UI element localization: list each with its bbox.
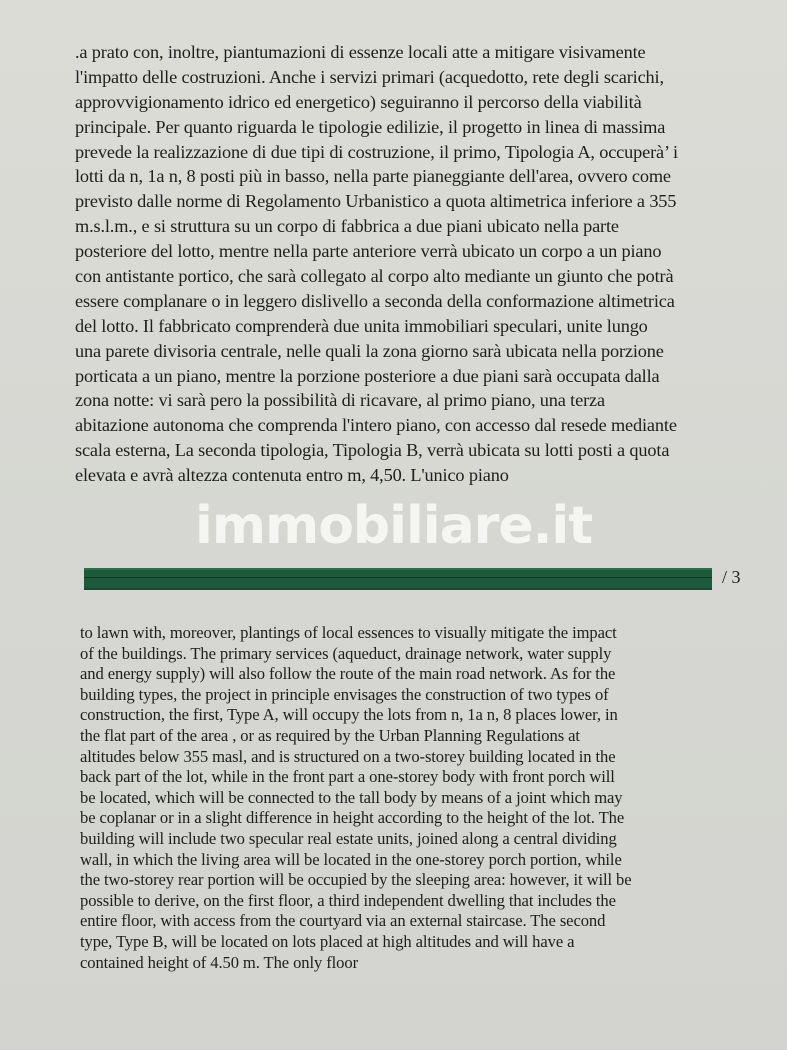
text-line: l'impatto delle costruzioni. Anche i servizi primari (acquedotto, rete degli scarichi, [75, 66, 664, 87]
immobiliare-watermark: immobiliare.it [195, 496, 593, 556]
text-line: una parete divisoria centrale, nelle quali la zona giorno sarà ubicata nella porzione [75, 340, 664, 361]
text-line: principale. Per quanto riguarda le tipologie edilizie, il progetto in linea di massima [75, 116, 666, 137]
text-line: be located, which will be connected to the tall body by means of a joint which may [80, 787, 623, 807]
text-line: posteriore del lotto, mentre nella parte anteriore verrà ubicato un corpo a un piano [75, 241, 662, 262]
text-line: possible to derive, on the first floor, a third independent dwelling that includes the [80, 890, 616, 910]
text-line: .a prato con, inoltre, piantumazioni di essenze locali atte a mitigare visivamente [75, 42, 646, 62]
text-line: of the buildings. The primary services (aqueduct, drainage network, water supply [80, 643, 612, 663]
text-line: prevede la realizzazione di due tipi di costruzione, il primo, Tipologia A, occuperà’ i [75, 141, 678, 162]
italian-paragraph [75, 40, 755, 488]
text-line: altitudes below 355 masl, and is structured on a two-storey building located in the [80, 746, 616, 766]
text-line: and energy supply) will also follow the route of the main road network. As for the [80, 664, 616, 684]
text-line: building will include two specular real estate units, joined along a central dividing [80, 828, 617, 848]
text-line: approvvigionamento idrico ed energetico) seguiranno il percorso della viabilità [75, 91, 642, 112]
page-number: / 3 [722, 567, 741, 587]
text-line: building types, the project in principle envisages the construction of two types of [80, 684, 609, 704]
page-divider-bar [84, 568, 712, 590]
text-line: porticata a un piano, mentre la porzione posteriore a due piani sarà occupata dalla [75, 365, 660, 386]
english-paragraph [80, 623, 760, 973]
text-line: zona notte: vi sarà pero la possibilità di ricavare, al primo piano, una terza [75, 390, 605, 411]
text-line: construction, the first, Type A, will occupy the lots from n, 1a n, 8 places lower, in [80, 705, 618, 725]
text-line: type, Type B, will be located on lots placed at high altitudes and will have a [80, 931, 575, 951]
text-line: del lotto. Il fabbricato comprenderà due unita immobiliari speculari, unite lungo [75, 315, 648, 336]
text-line: previsto dalle norme di Regolamento Urbanistico a quota altimetrica inferiore a 355 [75, 191, 677, 212]
text-line: entire floor, with access from the courtyard via an external staircase. The second [80, 911, 606, 931]
text-line: scala esterna, La seconda tipologia, Tipologia B, verrà ubicata su lotti posti a quota [75, 440, 670, 461]
text-line: the flat part of the area , or as required by the Urban Planning Regulations at [80, 725, 580, 745]
text-line: con antistante portico, che sarà collegato al corpo alto mediante un giunto che potrà [75, 266, 674, 287]
text-line: be coplanar or in a slight difference in height according to the height of the lot. The [80, 808, 625, 828]
text-line: back part of the lot, while in the front part a one-storey body with front porch will [80, 767, 615, 787]
text-line: contained height of 4.50 m. The only floor [80, 952, 358, 972]
text-line: m.s.l.m., e si struttura su un corpo di fabbrica a due piani ubicato nella parte [75, 216, 619, 237]
text-line: essere complanare o in leggero dislivello a seconda della conformazione altimetrica [75, 290, 675, 311]
text-line: elevata e avrà altezza contenuta entro m, 4,50. L'unico piano [75, 465, 509, 486]
text-line: to lawn with, moreover, plantings of local essences to visually mitigate the impact [80, 623, 617, 642]
text-line: the two-storey rear portion will be occupied by the sleeping area: however, it will be [80, 870, 632, 890]
text-line: wall, in which the living area will be located in the one-storey porch portion, while [80, 849, 622, 869]
text-line: abitazione autonoma che comprenda l'intero piano, con accesso dal resede mediante [75, 415, 677, 436]
text-line: lotti da n, 1a n, 8 posti più in basso, nella parte pianeggiante dell'area, ovvero come [75, 166, 671, 187]
